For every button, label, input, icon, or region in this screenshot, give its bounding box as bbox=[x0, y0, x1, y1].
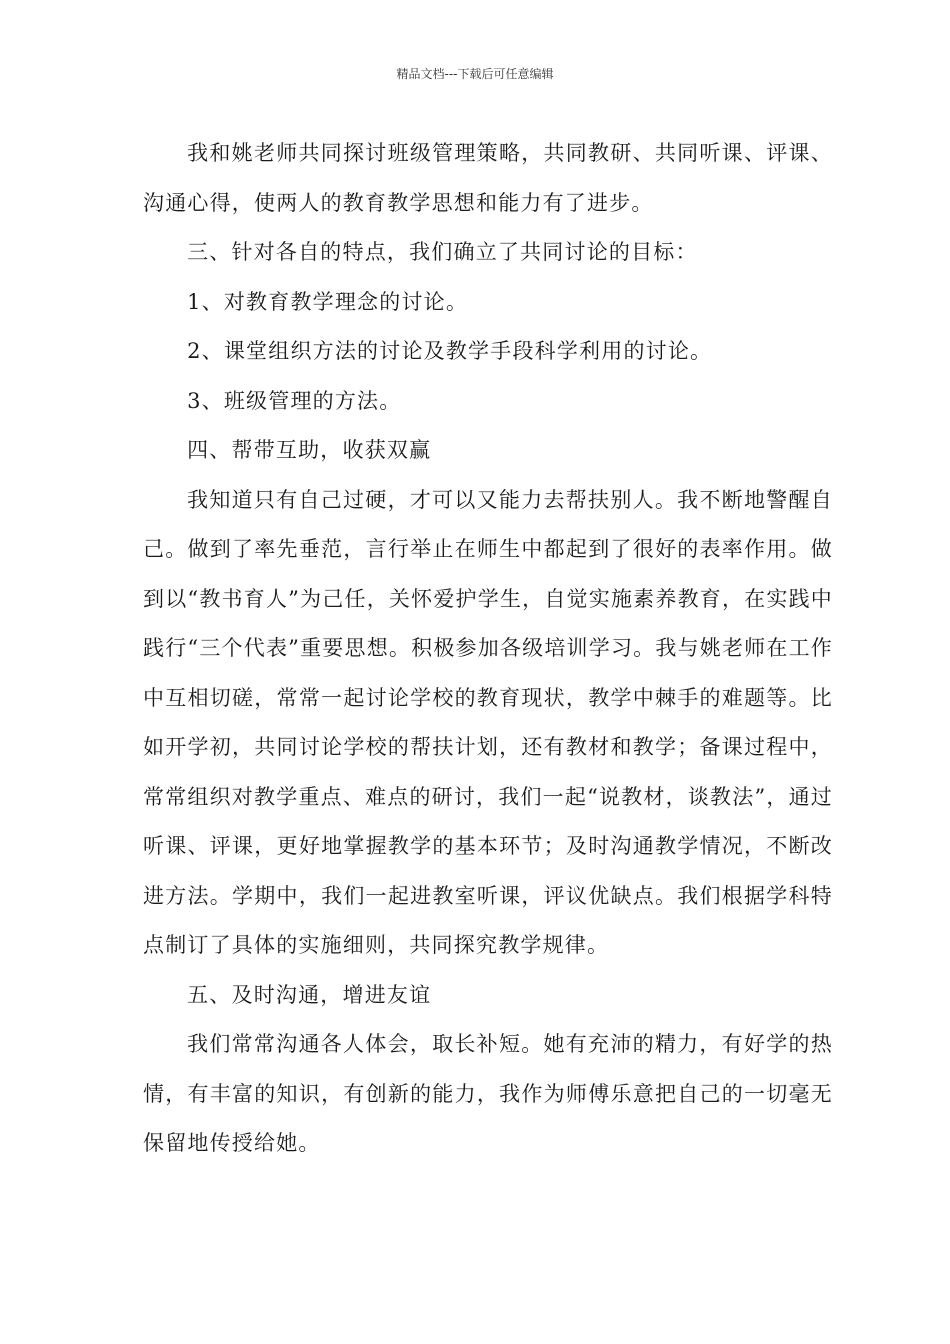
list-item-3: 3、班级管理的方法。 bbox=[187, 388, 402, 413]
heading-section-five: 五、及时沟通，增进友谊 bbox=[187, 982, 432, 1007]
paragraph-mutual-help: 我知道只有自己过硬，才可以又能力去帮扶别人。我不断地警醒自己。做到了率先垂范，言行举止在师生中都起到了很好的表率作用。做到以“教书育人”为己任，关怀爱护学生，自觉实施素养教育，在实践中践行“三个代表”重要思想。积极参加各级培训学习。我与姚老师在工作中互相切磋，常常一起讨论学校的教育现状，教学中棘手的难题等。比如开学初，共同讨论学校的帮扶计划，还有教材和教学；备课过程中，常常组织对教学重点、难点的研讨，我们一起“说教材，谈教法”，通过听课、评课，更好地掌握教学的基本环节；及时沟通教学情况，不断改进方法。学期中，我们一起进教室听课，评议优缺点。我们根据学科特点制订了具体的实施细则，共同探究教学规律。 bbox=[143, 487, 833, 957]
heading-section-four: 四、帮带互助，收获双赢 bbox=[187, 438, 432, 462]
page-header: 精品文档---下载后可任意编辑 bbox=[396, 67, 554, 81]
paragraph-collaboration: 我和姚老师共同探讨班级管理策略，共同教研、共同听课、评课、沟通心得，使两人的教育教学思想和能力有了进步。 bbox=[143, 141, 833, 215]
document-body bbox=[143, 129, 833, 1169]
paragraph-communication: 我们常常沟通各人体会，取长补短。她有充沛的精力，有好学的热情，有丰富的知识，有创新的能力，我作为师傅乐意把自己的一切毫无保留地传授给她。 bbox=[143, 1032, 833, 1155]
heading-section-three: 三、针对各自的特点，我们确立了共同讨论的目标： bbox=[187, 240, 698, 264]
list-item-2: 2、课堂组织方法的讨论及教学手段科学利用的讨论。 bbox=[187, 339, 713, 363]
list-item-1: 1、对教育教学理念的讨论。 bbox=[187, 289, 469, 314]
